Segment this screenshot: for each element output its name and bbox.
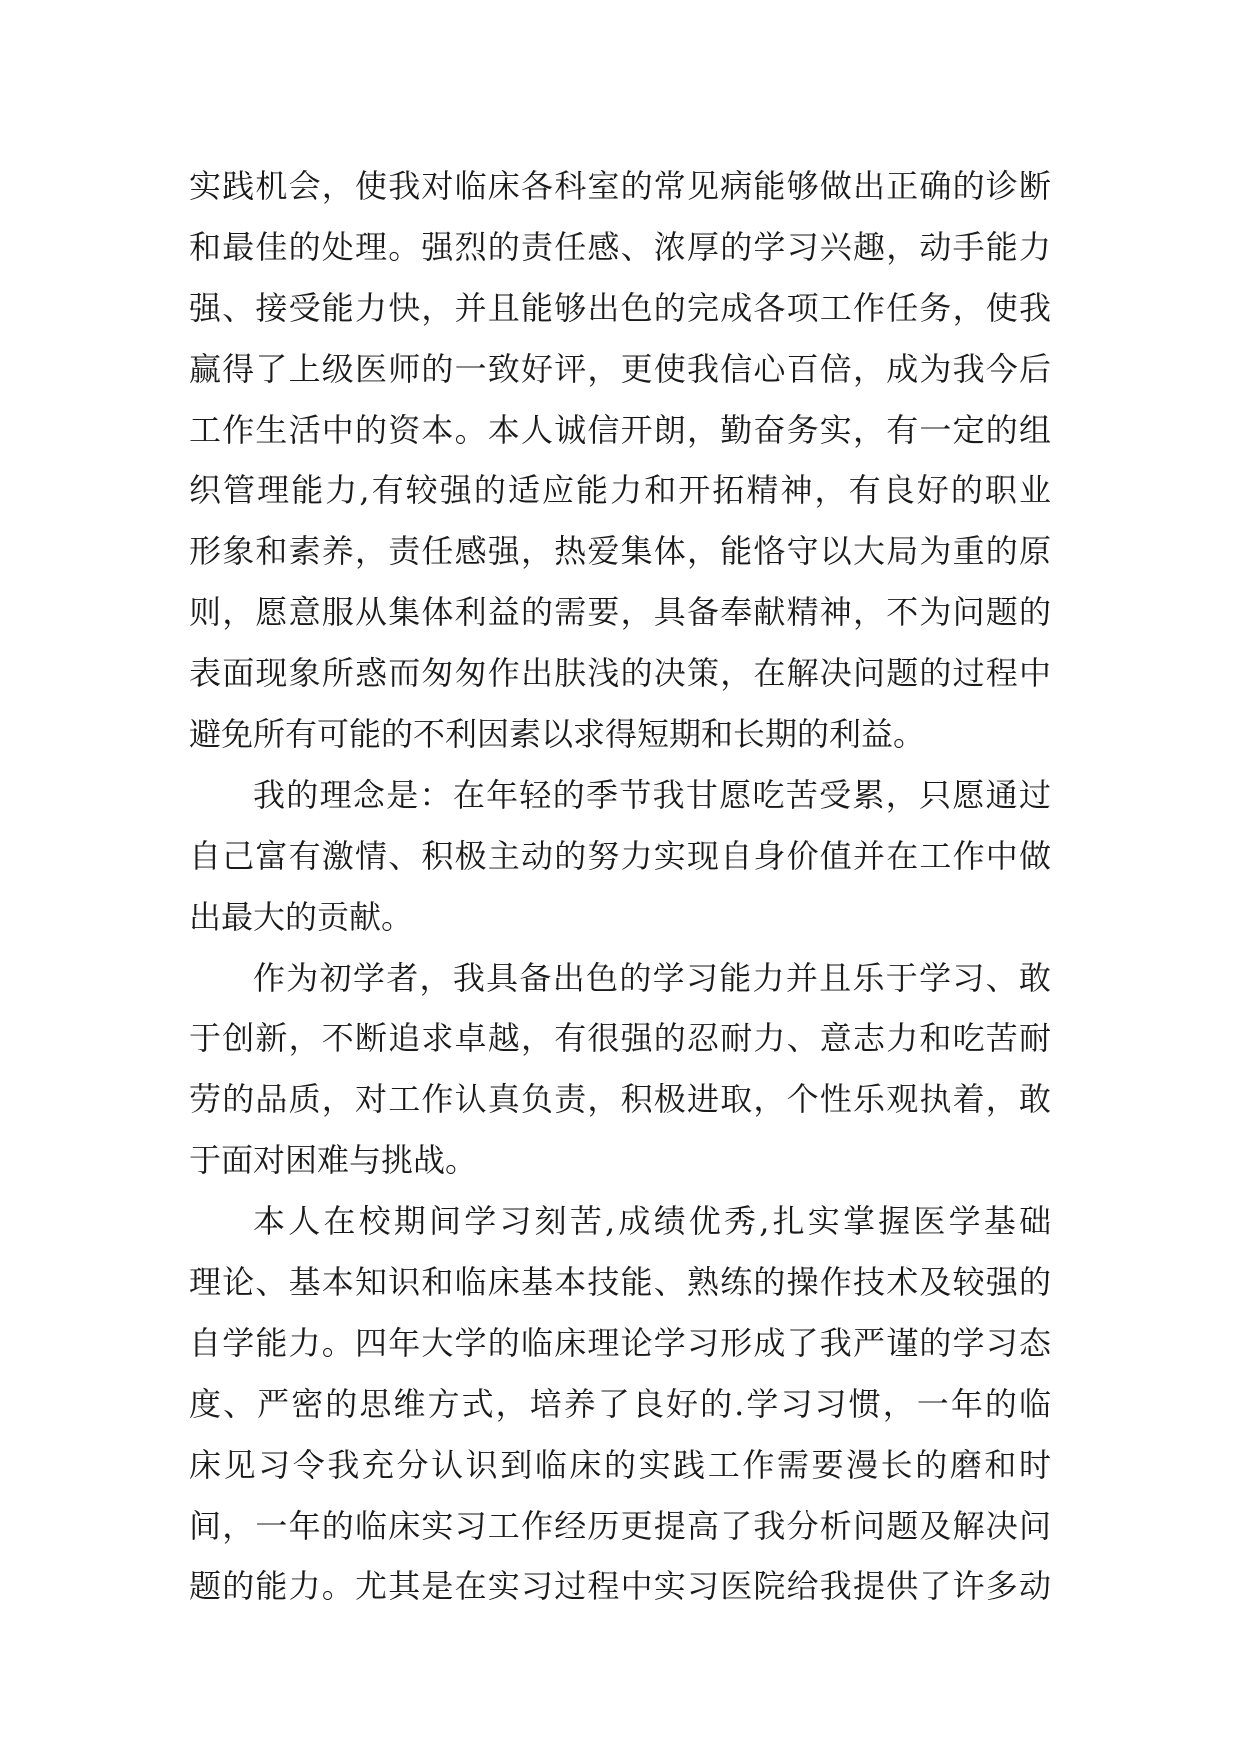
text-line: 则，愿意服从集体利益的需要，具备奉献精神，不为问题的 bbox=[189, 593, 1051, 632]
text-line: 表面现象所惑而匆匆作出肤浅的决策，在解决问题的过程中 bbox=[189, 654, 1051, 693]
text-line: 和最佳的处理。强烈的责任感、浓厚的学习兴趣，动手能力 bbox=[189, 227, 1051, 266]
text-line: 于创新，不断追求卓越，有很强的忍耐力、意志力和吃苦耐 bbox=[189, 1019, 1051, 1058]
text-line: 题的能力。尤其是在实习过程中实习医院给我提供了许多动 bbox=[189, 1567, 1051, 1606]
text-line: 间，一年的临床实习工作经历更提高了我分析问题及解决问 bbox=[189, 1506, 1051, 1545]
text-line: 强、接受能力快，并且能够出色的完成各项工作任务，使我 bbox=[189, 288, 1051, 327]
text-line: 劳的品质，对工作认真负责，积极进取，个性乐观执着，敢 bbox=[189, 1080, 1051, 1119]
text-line: 形象和素养，责任感强，热爱集体，能恪守以大局为重的原 bbox=[189, 532, 1051, 571]
text-line: 理论、基本知识和临床基本技能、熟练的操作技术及较强的 bbox=[189, 1263, 1051, 1302]
text-line: 度、严密的思维方式，培养了良好的.学习习惯，一年的临 bbox=[189, 1384, 1051, 1423]
text-line: 我的理念是：在年轻的季节我甘愿吃苦受累，只愿通过 bbox=[253, 775, 1051, 814]
text-line: 自学能力。四年大学的临床理论学习形成了我严谨的学习态 bbox=[189, 1323, 1051, 1362]
text-line: 床见习令我充分认识到临床的实践工作需要漫长的磨和时 bbox=[189, 1445, 1051, 1484]
text-line: 实践机会，使我对临床各科室的常见病能够做出正确的诊断 bbox=[189, 167, 1051, 205]
text-line: 于面对困难与挑战。 bbox=[189, 1141, 478, 1180]
text-line: 出最大的贡献。 bbox=[189, 897, 414, 936]
document-body bbox=[189, 156, 1051, 1617]
text-line: 赢得了上级医师的一致好评，更使我信心百倍，成为我今后 bbox=[189, 349, 1051, 388]
paragraph-3 bbox=[189, 948, 1051, 1192]
text-line: 自己富有激情、积极主动的努力实现自身价值并在工作中做 bbox=[189, 836, 1051, 875]
paragraph-1 bbox=[189, 156, 1051, 765]
paragraph-4 bbox=[189, 1191, 1051, 1617]
text-line: 作为初学者，我具备出色的学习能力并且乐于学习、敢 bbox=[253, 958, 1051, 997]
text-line: 避免所有可能的不利因素以求得短期和长期的利益。 bbox=[189, 715, 926, 754]
text-line: 工作生活中的资本。本人诚信开朗，勤奋务实，有一定的组 bbox=[189, 410, 1051, 449]
text-line: 本人在校期间学习刻苦,成绩优秀,扎实掌握医学基础 bbox=[253, 1202, 1051, 1241]
text-line: 织管理能力,有较强的适应能力和开拓精神，有良好的职业 bbox=[189, 471, 1051, 510]
paragraph-2 bbox=[189, 765, 1051, 948]
